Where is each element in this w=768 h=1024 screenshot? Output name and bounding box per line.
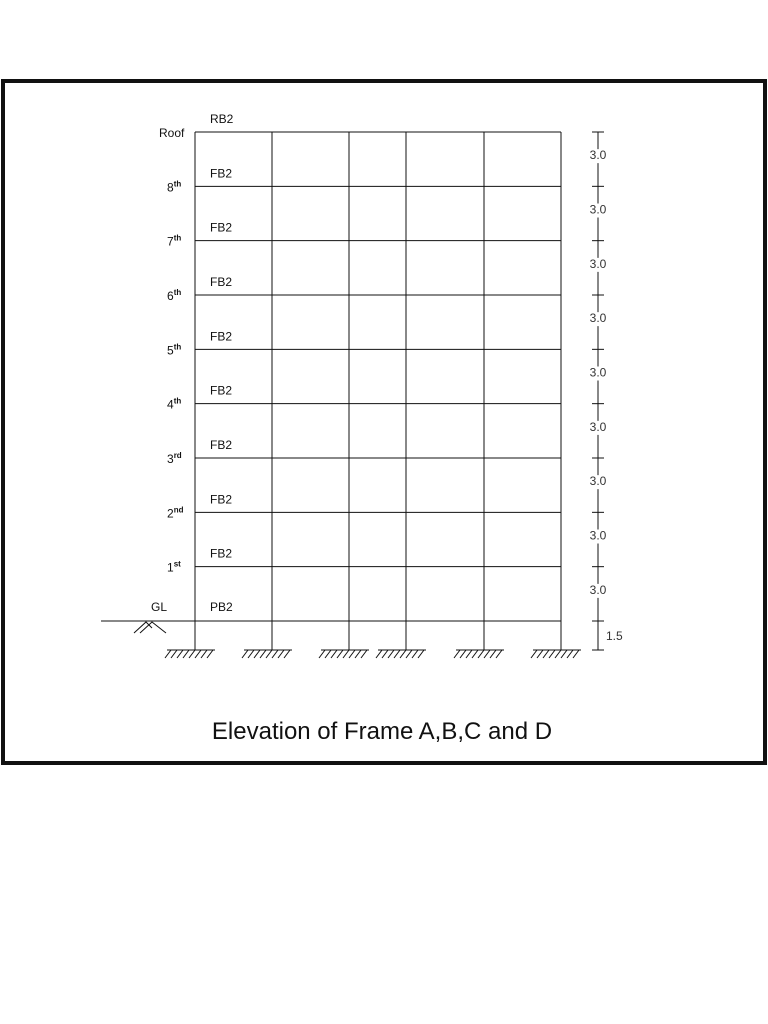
dimension-label: 3.0	[589, 582, 607, 597]
ground-line	[101, 621, 195, 633]
level-label: 1st	[167, 559, 181, 575]
beam-label: RB2	[210, 112, 234, 126]
level-label-suffix: st	[173, 559, 181, 569]
fixed-supports	[165, 650, 581, 658]
dimension-label: 3.0	[589, 256, 607, 271]
level-label: 8th	[167, 179, 182, 195]
ground-level-label: GL	[151, 600, 168, 614]
fixed-support-icon	[531, 650, 581, 658]
level-label-suffix: rd	[173, 451, 182, 460]
dimension-label: 3.0	[589, 419, 607, 434]
beam-label: FB2	[210, 383, 233, 398]
fixed-support-icon	[454, 650, 504, 658]
level-label: Roof	[159, 126, 185, 140]
beam-label: FB2	[210, 220, 233, 235]
level-label: 2nd	[167, 505, 184, 521]
beam-label: FB2	[210, 166, 233, 181]
fixed-support-icon	[376, 650, 426, 658]
level-label-suffix: th	[173, 396, 182, 406]
fixed-support-icon	[319, 650, 369, 658]
beam-label: FB2	[210, 329, 233, 344]
level-label-suffix: th	[173, 233, 182, 243]
dimension-label: 3.0	[589, 311, 607, 326]
level-label-suffix: nd	[173, 505, 184, 515]
dimension-chain	[590, 132, 607, 650]
dimension-label: 3.0	[589, 148, 607, 163]
ground-symbol-icon	[134, 622, 166, 633]
level-label-suffix: th	[173, 179, 182, 189]
beam-label: FB2	[210, 492, 233, 507]
level-label: 5th	[167, 342, 182, 358]
fixed-support-icon	[165, 650, 215, 658]
beam-label: FB2	[210, 438, 233, 452]
level-labels	[159, 112, 234, 575]
diagram-border	[3, 81, 765, 763]
plinth-beam-label: PB2	[210, 600, 233, 614]
level-label: 3rd	[167, 451, 182, 466]
diagram-title: Elevation of Frame A,B,C and D	[211, 718, 553, 745]
dimension-label: 3.0	[589, 474, 607, 489]
level-label-suffix: th	[173, 288, 182, 297]
level-label: 4th	[167, 396, 182, 412]
dimension-label: 3.0	[589, 202, 607, 217]
ground-dimension-label: 1.5	[606, 629, 623, 643]
dimension-label: 3.0	[589, 528, 607, 543]
level-label-suffix: th	[173, 342, 182, 352]
level-label: 6th	[167, 288, 182, 303]
dimension-label: 3.0	[589, 365, 607, 380]
fixed-support-icon	[242, 650, 292, 658]
beam-label: FB2	[210, 275, 233, 289]
level-label: 7th	[167, 233, 182, 249]
beam-label: FB2	[210, 546, 233, 561]
frame-grid	[195, 132, 561, 650]
